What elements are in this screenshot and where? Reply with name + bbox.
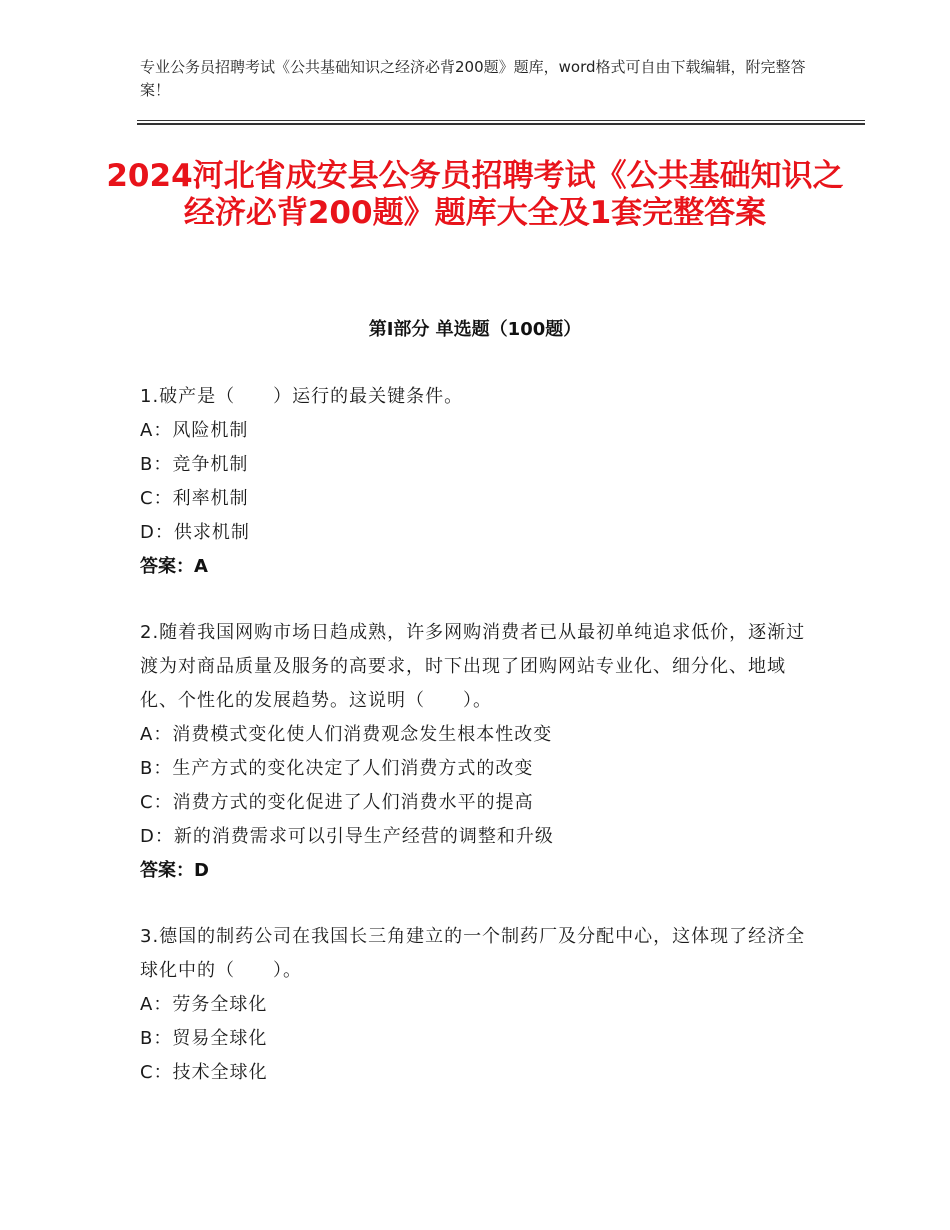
header-divider-thick: [137, 123, 865, 125]
question-1: [140, 380, 810, 584]
option-a: A：风险机制: [140, 420, 249, 441]
answer: 答案：D: [140, 860, 209, 881]
question-3: [140, 920, 810, 1090]
option-b: B：贸易全球化: [140, 1028, 268, 1049]
option-b: B：生产方式的变化决定了人们消费方式的改变: [140, 758, 534, 779]
option-d: D：新的消费需求可以引导生产经营的调整和升级: [140, 826, 554, 847]
option-c: C：消费方式的变化促进了人们消费水平的提高: [140, 792, 534, 813]
option-a: A：消费模式变化使人们消费观念发生根本性改变: [140, 724, 553, 745]
question-2: [140, 616, 810, 888]
question-stem: 1.破产是（ ）运行的最关键条件。: [140, 386, 464, 407]
question-stem: 2.随着我国网购市场日趋成熟，许多网购消费者已从最初单纯追求低价，逐渐过渡为对商品质量及服务的高要求，时下出现了团购网站专业化、细分化、地域化、个性化的发展趋势。这说明（ ）。: [140, 622, 806, 711]
option-d: D：供求机制: [140, 522, 250, 543]
option-a: A：劳务全球化: [140, 994, 268, 1015]
header-divider-thin: [137, 120, 865, 121]
option-b: B：竞争机制: [140, 454, 249, 475]
document-title: 2024河北省成安县公务员招聘考试《公共基础知识之经济必背200题》题库大全及1套完整答案: [106, 158, 844, 231]
question-stem: 3.德国的制药公司在我国长三角建立的一个制药厂及分配中心，这体现了经济全球化中的（ ）。: [140, 926, 806, 981]
question-list: [140, 380, 810, 1122]
answer: 答案：A: [140, 556, 208, 577]
header-note: 专业公务员招聘考试《公共基础知识之经济必背200题》题库，word格式可自由下载编辑，附完整答案！: [140, 58, 806, 99]
section-title: 第Ⅰ部分 单选题（100题）: [368, 319, 582, 340]
option-c: C：技术全球化: [140, 1062, 268, 1083]
option-c: C：利率机制: [140, 488, 249, 509]
